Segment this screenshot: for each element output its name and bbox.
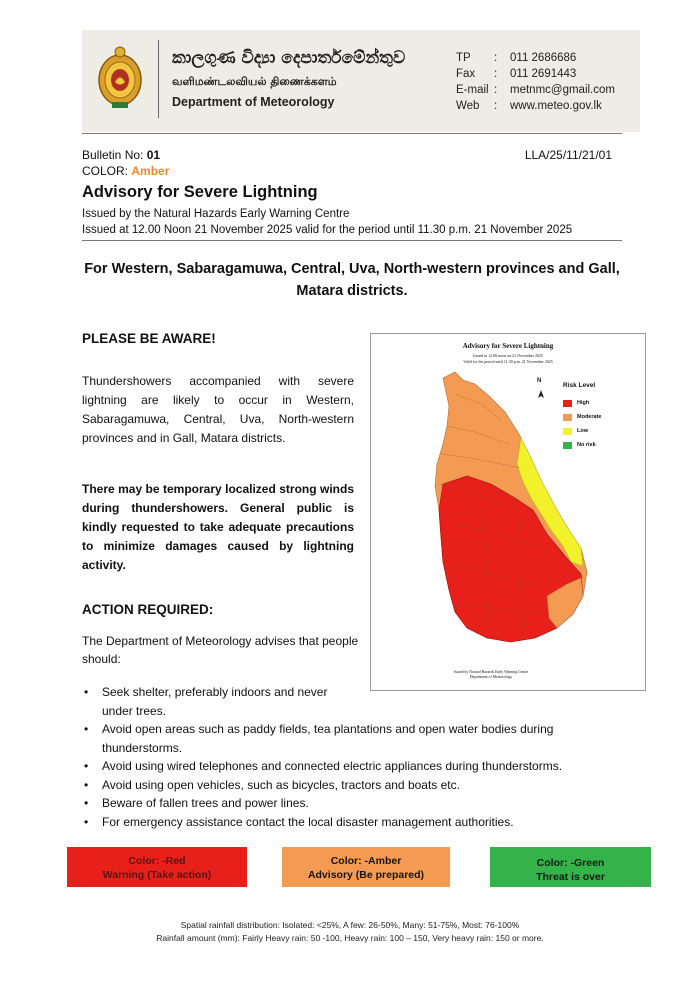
contact-block xyxy=(456,50,615,114)
legend-swatch xyxy=(563,400,572,407)
title-rule xyxy=(82,240,622,241)
department-name-sinhala: කාලගුණ විද්‍යා දෙපාර්තමේන්තුව xyxy=(172,48,406,68)
phone-number: 011 2686686 xyxy=(510,52,577,64)
north-label: N xyxy=(537,378,542,384)
legend-swatch xyxy=(563,428,572,435)
legend-item-high: High xyxy=(563,396,601,410)
legend-item-no-risk: No risk xyxy=(563,438,601,452)
header-rule xyxy=(82,133,622,134)
map-footer-department: Department of Meteorology xyxy=(469,675,513,679)
action-required-heading: ACTION REQUIRED: xyxy=(82,602,214,617)
map-title: Advisory for Severe Lightning xyxy=(462,342,554,350)
map-footer-issuer: Issued by Natural Hazards Early Warning Centre xyxy=(453,670,529,674)
list-item: • Beware of fallen trees and power lines. xyxy=(84,794,624,813)
contact-row-web: Web : www.meteo.gov.lk xyxy=(456,100,602,112)
winds-warning-paragraph: There may be temporary localized strong winds during thundershowers. General public is kindly requested to take adequate precautions to minimize damages caused by lightning activity. xyxy=(82,482,354,572)
action-list xyxy=(84,683,624,831)
department-name-tamil: வளிமண்டலவியல் திணைக்களம் xyxy=(172,75,337,88)
department-name-english: Department of Meteorology xyxy=(172,95,335,109)
issued-at: Issued at 12.00 Noon 21 November 2025 valid for the period until 11.30 p.m. 21 November 2025 xyxy=(82,224,573,236)
affected-area-heading: For Western, Sabaragamuwa, Central, Uva, North-western provinces and Gall, Matara districts. xyxy=(84,261,620,299)
thundershower-paragraph: Thundershowers accompanied with severe lightning are likely to occur in Western, Sabaragamuwa, Central, Uva, North-western provinces and in Gall, Matara districts. xyxy=(82,374,354,445)
bulletin-number: Bulletin No: 01 xyxy=(82,148,161,162)
legend-swatch xyxy=(563,442,572,449)
fax-number: 011 2691443 xyxy=(510,68,577,80)
risk-map xyxy=(370,333,646,691)
please-be-aware-heading: PLEASE BE AWARE! xyxy=(82,331,216,346)
sri-lanka-emblem-icon xyxy=(96,42,144,114)
list-item: • Avoid using open vehicles, such as bicycles, tractors and boats etc. xyxy=(84,776,624,795)
contact-row-email: E-mail : metnmc@gmail.com xyxy=(456,84,615,96)
contact-row-fax: Fax : 011 2691443 xyxy=(456,68,577,80)
website-url: www.meteo.gov.lk xyxy=(510,100,602,112)
contact-row-tp: TP : 011 2686686 xyxy=(456,52,577,64)
map-issued: Issued at 12.00 noon on 21 November 2025 xyxy=(473,353,543,358)
legend-title: Risk Level xyxy=(563,382,596,389)
action-intro: The Department of Meteorology advises that people should: xyxy=(82,634,359,666)
header-divider xyxy=(158,40,159,118)
rainfall-amount-note: Rainfall amount (mm): Fairly Heavy rain: 50 -100, Heavy rain: 100 – 150, Very heavy rain: 150 or more. xyxy=(156,933,544,943)
color-box-green: Color: -Green Threat is over xyxy=(490,847,651,887)
sri-lanka-map-icon xyxy=(371,334,647,692)
map-legend xyxy=(563,382,601,452)
color-box-red: Color: -Red Warning (Take action) xyxy=(67,847,247,887)
advisory-title: Advisory for Severe Lightning xyxy=(82,183,318,201)
list-item: • Seek shelter, preferably indoors and never under trees. xyxy=(84,683,354,720)
legend-swatch xyxy=(563,414,572,421)
legend-item-moderate: Moderate xyxy=(563,410,601,424)
color-box-amber: Color: -Amber Advisory (Be prepared) xyxy=(282,847,450,887)
legend-item-low: Low xyxy=(563,424,601,438)
list-item: • Avoid open areas such as paddy fields, tea plantations and open water bodies during thunderstorms. xyxy=(84,720,624,757)
list-item: • For emergency assistance contact the local disaster management authorities. xyxy=(84,813,624,832)
bulletin-reference: LLA/25/11/21/01 xyxy=(524,148,612,162)
north-arrow-icon xyxy=(538,390,544,398)
issued-by: Issued by the Natural Hazards Early Warning Centre xyxy=(82,208,350,220)
color-value: Amber xyxy=(131,164,170,178)
email-address: metnmc@gmail.com xyxy=(510,84,615,96)
bulletin-color: COLOR: Amber xyxy=(82,164,170,178)
rainfall-distribution-note: Spatial rainfall distribution: Isolated: <25%, A few: 26-50%, Many: 51-75%, Most: 76-100% xyxy=(180,920,520,930)
map-valid: Valid for the period until 11.30 p.m. 21 November 2025 xyxy=(463,359,553,364)
list-item: • Avoid using wired telephones and connected electric appliances during thunderstorms. xyxy=(84,757,624,776)
